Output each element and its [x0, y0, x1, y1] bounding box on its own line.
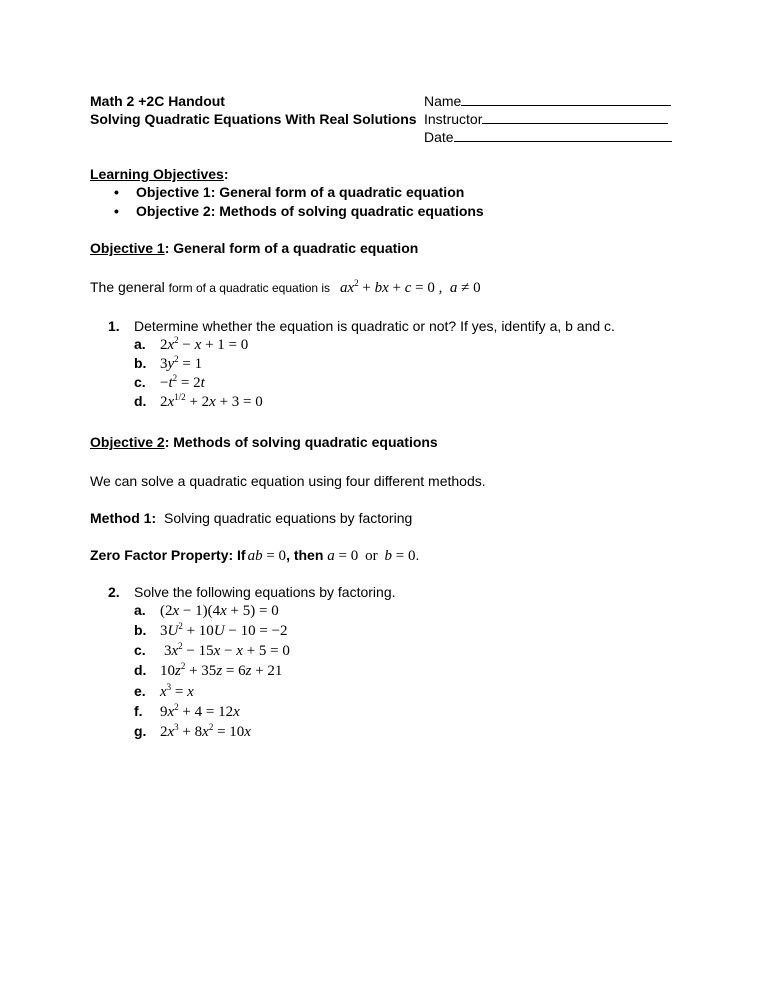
- objective1-heading-label: Objective 1: [90, 240, 165, 256]
- question-1-part-b: [134, 355, 202, 373]
- equation: $10z^2 + 35z = 6z + 21$: [160, 661, 283, 679]
- name-label: Name: [424, 93, 462, 109]
- zero-factor-property: Zero Factor Property: If ab = 0, then a = 0 or b = 0.: [90, 547, 420, 564]
- question-2-part-c: [134, 642, 290, 660]
- learning-objectives-label: Learning Objectives: [90, 166, 224, 182]
- part-label: g.: [134, 723, 147, 739]
- method-1-line: [90, 510, 412, 526]
- general-form-text-b: form of a quadratic equation is: [168, 281, 331, 295]
- question-2-text: Solve the following equations by factoring.: [134, 584, 396, 600]
- part-label: b.: [134, 355, 147, 371]
- handout-subtitle: Solving Quadratic Equations With Real Solutions: [90, 111, 417, 127]
- question-1-text: Determine whether the equation is quadratic or not? If yes, identify a, b and c.: [134, 318, 615, 334]
- objective-list-item-1: [114, 184, 464, 200]
- bullet-icon: •: [114, 203, 119, 219]
- equation: $3y^2 = 1$: [160, 354, 203, 372]
- equation: $-t^2 = 2t$: [160, 373, 205, 391]
- part-label: d.: [134, 393, 147, 409]
- objective2-heading-rest: : Methods of solving quadratic equations: [164, 434, 438, 450]
- question-2-number: 2.: [108, 584, 120, 600]
- question-2-part-b: [134, 622, 288, 640]
- objective2-heading-label: Objective 2: [90, 434, 165, 450]
- zfp-or: or: [365, 548, 378, 564]
- objective2-heading: [90, 434, 438, 450]
- part-label: d.: [134, 662, 147, 678]
- instructor-label: Instructor: [424, 111, 483, 127]
- question-1-part-c: [134, 374, 205, 392]
- question-2: [108, 584, 396, 600]
- zfp-equation-3: b = 0: [384, 548, 416, 564]
- equation: $x^3 = x$: [160, 682, 194, 700]
- name-field: [424, 93, 671, 109]
- date-label: Date: [424, 129, 454, 145]
- method-1-label: Method 1:: [90, 510, 157, 526]
- objective1-heading: [90, 240, 418, 256]
- part-label: c.: [134, 374, 146, 390]
- question-1-number: 1.: [108, 318, 120, 334]
- question-1-part-d: [134, 393, 263, 411]
- equation: $2x^3 + 8x^2 = 10x$: [160, 722, 251, 740]
- general-form-equation: $ax^2$ + bx + c = 0 , a ≠ 0: [339, 278, 481, 296]
- equation: (2x − 1)(4x + 5) = 0: [160, 603, 279, 619]
- date-field: [424, 129, 672, 145]
- question-1: [108, 318, 615, 334]
- equation: $3U^2 + 10U - 10 = -2$: [160, 621, 288, 639]
- question-2-part-e: [134, 683, 194, 701]
- handout-title: Math 2 +2C Handout: [90, 93, 225, 109]
- zfp-equation-2: a = 0: [327, 548, 359, 564]
- method-1-text: Solving quadratic equations by factoring: [164, 510, 413, 526]
- part-label: e.: [134, 683, 146, 699]
- part-label: a.: [134, 602, 146, 618]
- question-2-part-d: [134, 662, 282, 680]
- question-2-part-a: [134, 602, 279, 620]
- zfp-then: , then: [286, 547, 324, 563]
- zfp-label: Zero Factor Property: If: [90, 547, 246, 563]
- part-label: a.: [134, 336, 146, 352]
- instructor-field: [424, 111, 668, 127]
- bullet-icon: •: [114, 184, 119, 200]
- learning-objectives-heading: [90, 166, 229, 182]
- part-label: c.: [134, 642, 146, 658]
- equation: $3x^2 - 15x - x + 5 = 0$: [164, 641, 290, 659]
- part-label: b.: [134, 622, 147, 638]
- question-1-part-a: [134, 336, 248, 354]
- zfp-equation-1: ab = 0: [247, 548, 287, 564]
- learning-objectives-colon: :: [223, 166, 229, 182]
- equation: $2x^{1/2} + 2x + 3 = 0$: [160, 392, 263, 410]
- equation: $2x^2 - x + 1 = 0$: [160, 335, 249, 353]
- objective-list-item-2: [114, 203, 484, 219]
- objective-list-text-2: Objective 2: Methods of solving quadratic equations: [136, 203, 484, 219]
- name-line: [461, 93, 671, 106]
- general-form-text-a: The general: [90, 279, 169, 295]
- methods-intro: We can solve a quadratic equation using four different methods.: [90, 473, 486, 489]
- objective1-heading-rest: : General form of a quadratic equation: [164, 240, 419, 256]
- equation: $9x^2 + 4 = 12x$: [160, 702, 240, 720]
- date-line: [454, 129, 672, 142]
- part-label: f.: [134, 703, 143, 719]
- question-2-part-f: [134, 703, 240, 721]
- general-form-line: [90, 279, 481, 297]
- instructor-line: [482, 111, 668, 124]
- question-2-part-g: [134, 723, 251, 741]
- objective-list-text-1: Objective 1: General form of a quadratic equation: [136, 184, 465, 200]
